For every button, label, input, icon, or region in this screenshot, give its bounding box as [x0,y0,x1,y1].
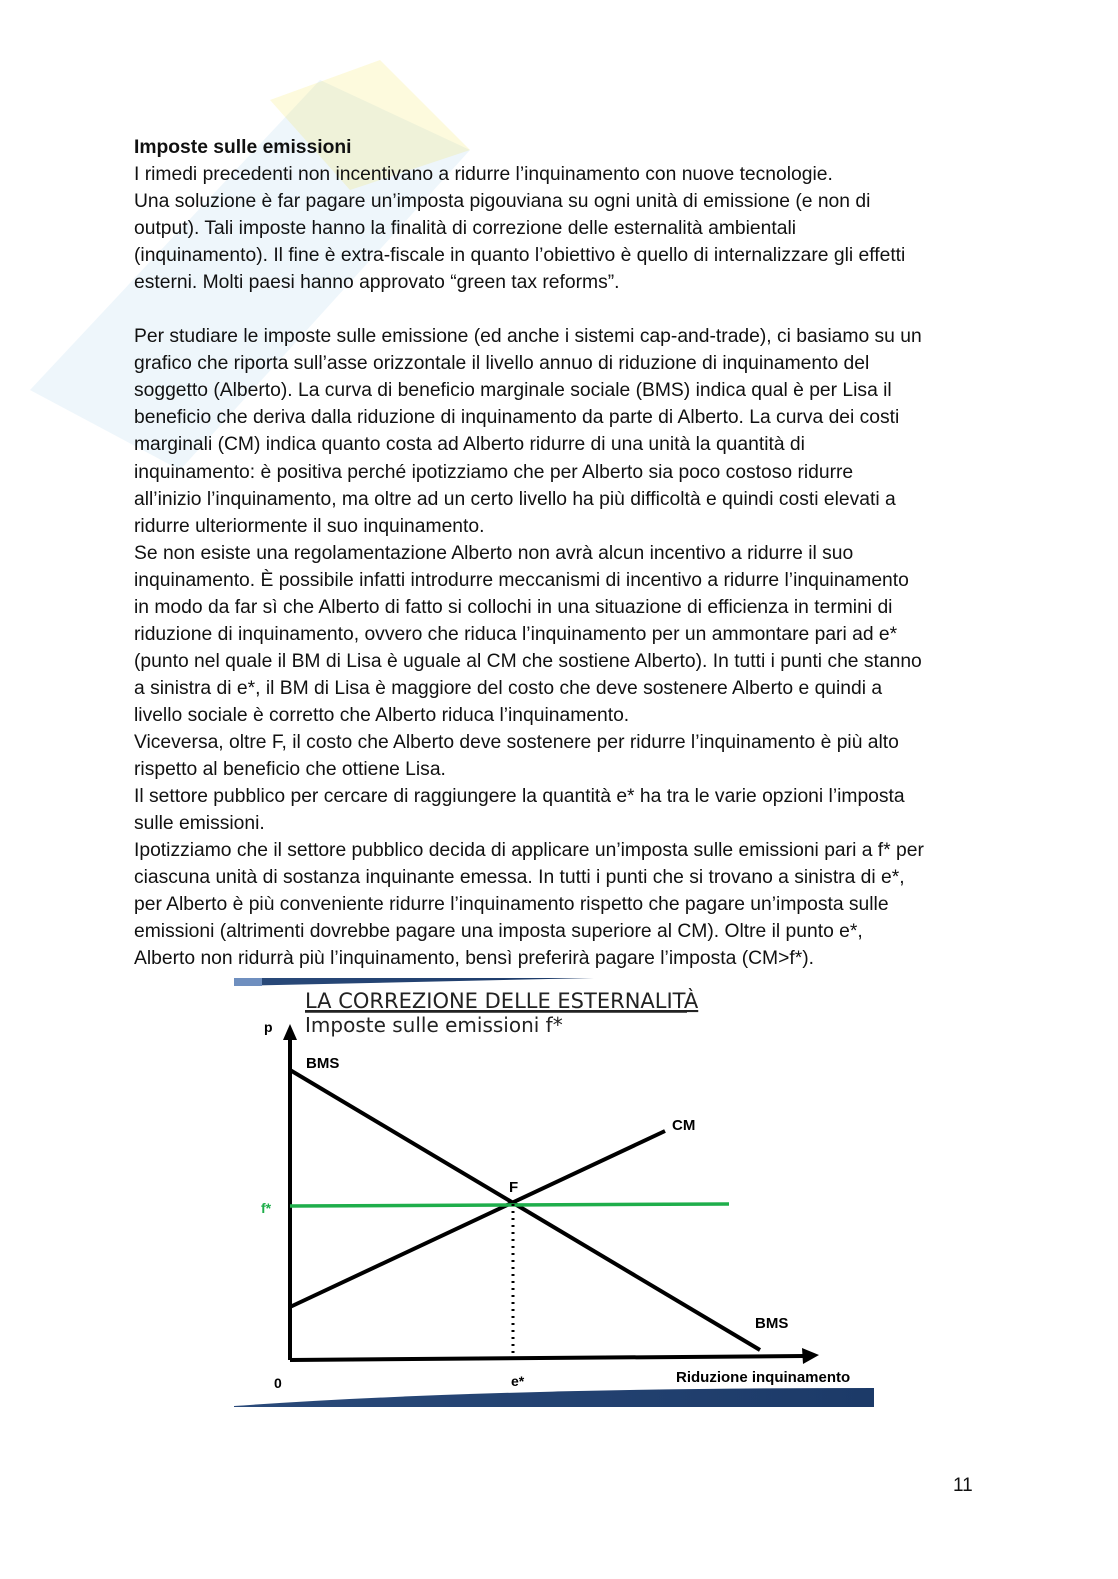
bms-label-top: BMS [306,1055,340,1072]
tax-line-fstar [290,1204,729,1206]
bms-curve [290,1070,760,1350]
text-line: beneficio che deriva dalla riduzione di inquinamento da parte di Alberto. La curva dei costi [134,407,900,429]
estar-label: e* [511,1373,525,1389]
text-line: I rimedi precedenti non incentivano a ridurre l’inquinamento con nuove tecnologie. [134,164,833,186]
text-line: esterni. Molti paesi hanno approvato “green tax reforms”. [134,272,620,294]
cm-label: CM [672,1117,696,1134]
text-line: livello sociale è corretto che Alberto riduca l’inquinamento. [134,704,630,726]
paragraph-intro [134,161,924,296]
figure-subtitle: Imposte sulle emissioni f* [305,1013,563,1037]
top-band [234,978,594,986]
text-line: inquinamento: è positiva perché ipotizziamo che per Alberto sia poco costoso ridurre [134,461,854,483]
x-axis-label: Riduzione inquinamento [676,1369,851,1386]
text-line: all’inizio l’inquinamento, ma oltre ad un certo livello ha più difficoltà e quindi costi elevati a [134,488,896,510]
page-number: 11 [953,1475,973,1496]
cm-curve [290,1131,665,1307]
bms-label-bottom: BMS [755,1315,789,1332]
document-body [134,134,924,972]
emission-tax-diagram [234,976,874,1408]
text-line: a sinistra di e*, il BM di Lisa è maggiore del costo che deve sostenere Alberto e quindi a [134,677,883,699]
x-axis-arrow [802,1348,819,1364]
text-line: ciascuna unità di sostanza inquinante emessa. In tutti i punti che si trovano a sinistra di e*, [134,867,905,889]
text-line: Alberto non ridurrà più l’inquinamento, bensì preferirà pagare l’imposta (CM>f*). [134,948,815,970]
text-line: Il settore pubblico per cercare di raggiungere la quantità e* ha tra le varie opzioni l’imposta [134,786,905,808]
text-line: rispetto al beneficio che ottiene Lisa. [134,759,446,781]
text-line: Una soluzione è far pagare un’imposta pigouviana su ogni unità di emissione (e non di [134,191,871,213]
text-line: output). Tali imposte hanno la finalità di correzione delle esternalità ambientali [134,218,797,240]
y-axis-arrow [283,1024,297,1040]
text-line: Se non esiste una regolamentazione Alberto non avrà alcun incentivo a ridurre il suo [134,542,854,564]
text-line: grafico che riporta sull’asse orizzontale il livello annuo di riduzione di inquinamento del [134,353,870,375]
text-line: (inquinamento). Il fine è extra-fiscale in quanto l’obiettivo è quello di internalizzare gli effetti [134,245,906,267]
top-band-accent [234,978,262,986]
bottom-band [234,1388,874,1407]
figure-title: LA CORREZIONE DELLE ESTERNALITÀ [305,989,699,1013]
text-line: sulle emissioni. [134,813,265,835]
text-line: riduzione di inquinamento, ovvero che riduca l’inquinamento per un ammontare pari ad e* [134,623,898,645]
text-line: marginali (CM) indica quanto costa ad Alberto ridurre di una unità la quantità di [134,434,805,456]
y-axis-label: p [264,1019,273,1035]
text-line: in modo da far sì che Alberto di fatto si collochi in una situazione di efficienza in termini di [134,596,893,618]
text-line: Per studiare le imposte sulle emissione (ed anche i sistemi cap-and-trade), ci basiamo su un [134,326,922,348]
section-heading: Imposte sulle emissioni [134,137,352,158]
fstar-label: f* [261,1200,272,1216]
origin-label: 0 [274,1375,282,1391]
text-line: per Alberto è più conveniente ridurre l’inquinamento rispetto che pagare un’imposta sulle [134,894,889,916]
x-axis [290,1356,804,1360]
text-line: inquinamento. È possibile infatti introdurre meccanismi di incentivo a ridurre l’inquinamento [134,569,909,591]
text-line: Ipotizziamo che il settore pubblico decida di applicare un’imposta sulle emissioni pari a f* per [134,840,924,862]
text-line: (punto nel quale il BM di Lisa è uguale al CM che sostiene Alberto). In tutti i punti che stanno [134,650,922,672]
text-line: emissioni (altrimenti dovrebbe pagare una imposta superiore al CM). Oltre il punto e*, [134,921,863,943]
text-line: soggetto (Alberto). La curva di beneficio marginale sociale (BMS) indica qual è per Lisa il [134,380,892,402]
text-line: ridurre ulteriormente il suo inquinamento. [134,515,485,537]
text-line: Viceversa, oltre F, il costo che Alberto deve sostenere per ridurre l’inquinamento è più alto [134,731,899,753]
paragraph-analysis [134,323,924,972]
f-point-label: F [509,1179,519,1196]
